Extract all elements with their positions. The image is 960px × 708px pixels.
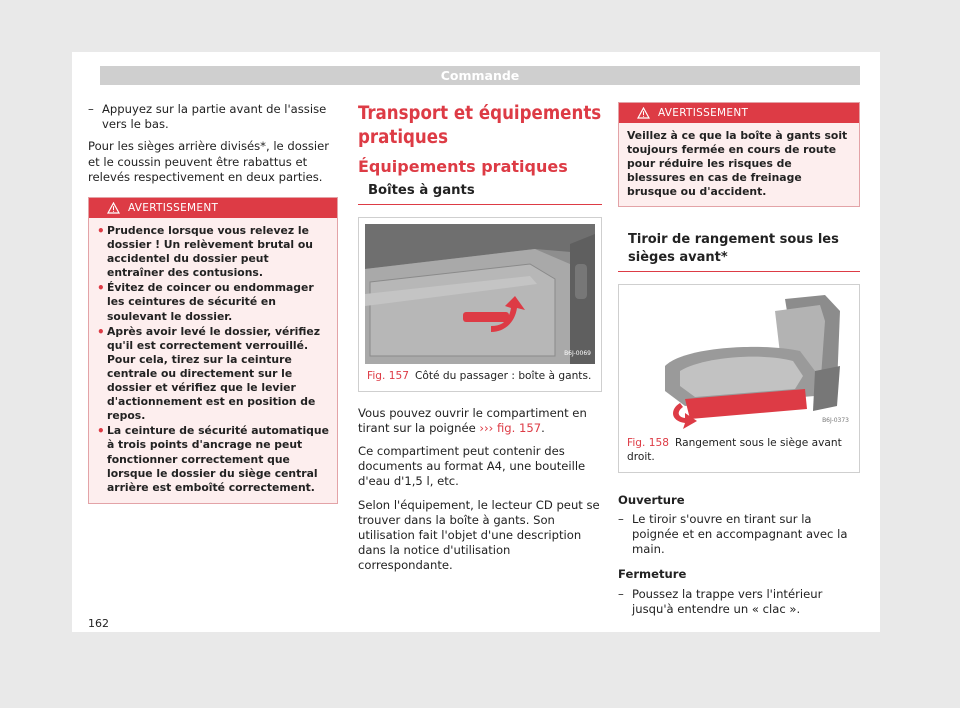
paragraph: Selon l'équipement, le lecteur CD peut se trouver dans la boîte à gants. Son utilisation fait l'objet d'une description dans la notice d'utilisation correspondante.	[358, 497, 600, 573]
figure-caption-text: Côté du passager : boîte à gants.	[414, 370, 592, 382]
figure-reference-link[interactable]: ››› fig. 157	[479, 420, 542, 435]
glovebox-image	[365, 224, 595, 364]
glovebox-illustration	[365, 224, 595, 364]
section-title: Tiroir de rangement sous les sièges avant*	[618, 231, 860, 272]
column-1	[88, 102, 338, 504]
warning-body	[89, 218, 337, 503]
bullet-icon: •	[97, 224, 105, 239]
warning-item: • Après avoir levé le dossier, vérifiez qu'il est correctement verrouillé. Pour cela, tirez sur la ceinture centrale ou directement sur le dossier et vérifiez que le levier d'actionnement est en position de repos.	[97, 324, 320, 423]
figure-number: Fig. 157	[367, 370, 409, 382]
bullet-icon: •	[97, 281, 105, 296]
bullet-icon: •	[97, 324, 105, 339]
chapter-title: Transport et équipements pratiques	[358, 103, 602, 148]
figure-caption	[359, 370, 601, 391]
section-title: Boîtes à gants	[358, 182, 602, 205]
warning-item: • Évitez de coincer ou endommager les ceintures de sécurité en soulevant le dossier.	[97, 281, 314, 323]
dash-item-text: Poussez la trappe vers l'intérieur jusqu'à entendre un « clac ».	[632, 586, 823, 616]
warning-item: • La ceinture de sécurité automatique à trois points d'ancrage ne peut fonctionner correctement que lorsque le dossier du siège central arrière est emboîté correctement.	[97, 424, 329, 494]
figure-157	[358, 217, 602, 392]
bullet-icon: •	[97, 424, 105, 439]
dash-item-text: Le tiroir s'ouvre en tirant sur la poignée et en accompagnant avec la main.	[632, 511, 848, 557]
figure-caption	[619, 437, 859, 471]
column-3	[618, 102, 860, 617]
figure-158	[618, 284, 860, 472]
warning-header	[89, 198, 337, 218]
warning-item: • Prudence lorsque vous relevez le dossier ! Un relèvement brutal ou accidentel du dossier peut entraîner des contusions.	[97, 224, 313, 280]
warning-label: AVERTISSEMENT	[128, 201, 219, 214]
subheading-ouverture: Ouverture	[618, 492, 685, 507]
warning-box	[618, 102, 860, 207]
figure-number: Fig. 158	[627, 437, 669, 450]
image-code: B6J-0373	[822, 417, 849, 425]
dash-item-text: Appuyez sur la partie avant de l'assise vers le bas.	[102, 102, 327, 132]
dash-item: – Poussez la trappe vers l'intérieur jusqu'à entendre un « clac ».	[618, 587, 860, 617]
warning-header	[619, 103, 859, 123]
page-number: 162	[88, 617, 109, 630]
seat-image	[625, 291, 853, 431]
warning-triangle-icon	[107, 202, 120, 214]
paragraph: Pour les sièges arrière divisés*, le dossier et le coussin peuvent être rabattus et relevés respectivement en deux parties.	[88, 139, 330, 184]
image-code: B6J-0069	[564, 349, 591, 357]
dash-item: – Appuyez sur la partie avant de l'assise vers le bas.	[88, 102, 338, 132]
section-header: Commande	[100, 66, 860, 85]
warning-label: AVERTISSEMENT	[658, 106, 749, 119]
paragraph: Ce compartiment peut contenir des documents au format A4, une bouteille d'eau d'1,5 l, etc.	[358, 444, 586, 489]
chapter-subtitle: Équipements pratiques	[358, 157, 568, 176]
warning-triangle-icon	[637, 107, 650, 119]
paragraph: Vous pouvez ouvrir le compartiment en tirant sur la poignée ››› fig. 157.	[358, 405, 587, 435]
figure-caption-text: Rangement sous le siège avant droit.	[627, 437, 842, 464]
subheading-fermeture: Fermeture	[618, 567, 687, 582]
seat-illustration	[625, 291, 853, 431]
dash-item: – Le tiroir s'ouvre en tirant sur la poignée et en accompagnant avec la main.	[618, 512, 860, 558]
column-2	[358, 102, 602, 582]
warning-box	[88, 197, 338, 504]
warning-body: Veillez à ce que la boîte à gants soit toujours fermée en cours de route pour réduire les risques de blessures en cas de freinage brusque ou d'accident.	[627, 129, 848, 199]
